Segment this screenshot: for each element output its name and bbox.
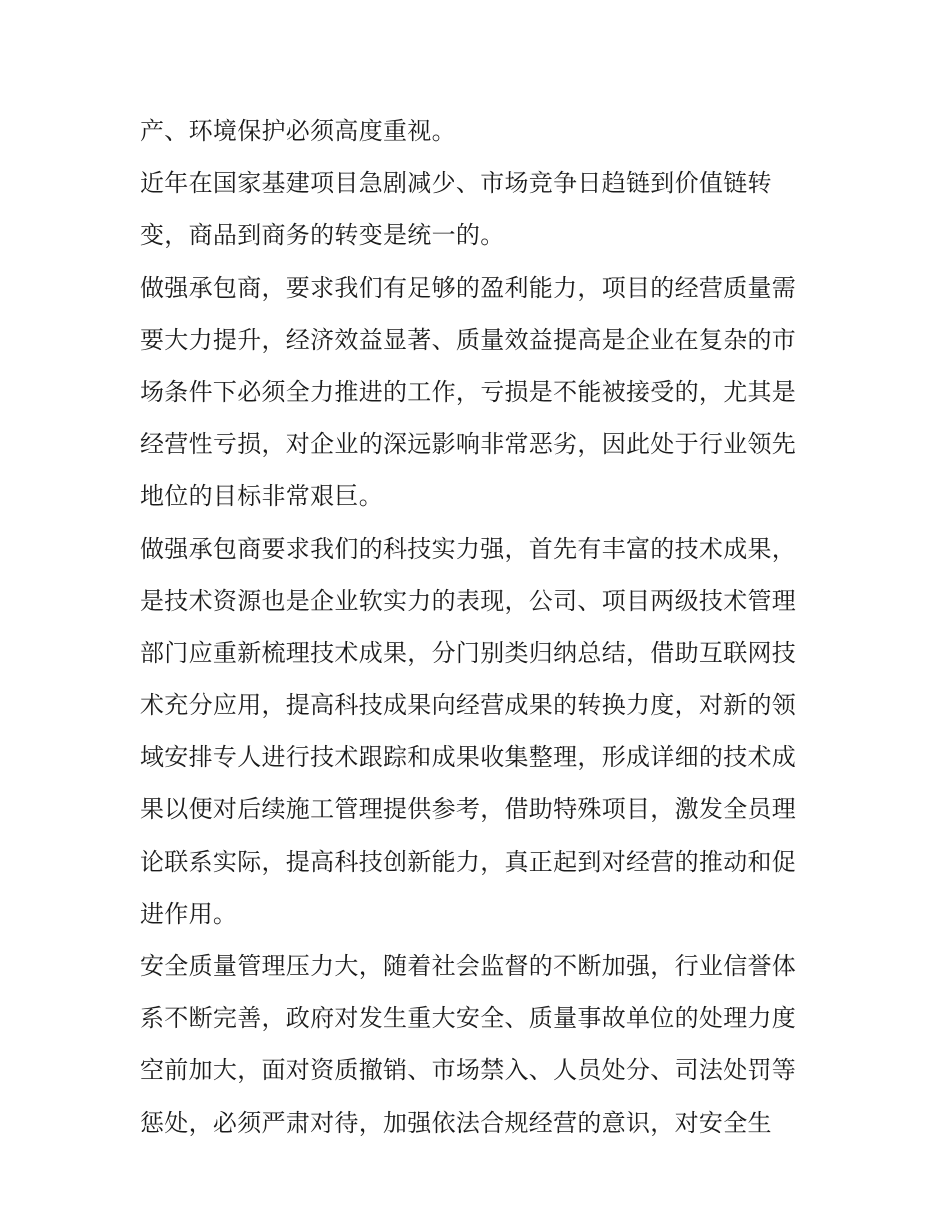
text-line: 近年在国家基建项目急剧减少、市场竞争日趋链到价值链转: [140, 169, 772, 198]
text-line: 场条件下必须全力推进的工作，亏损是不能被接受的，尤其是: [140, 377, 797, 406]
text-line: 做强承包商要求我们的科技实力强，首先有丰富的技术成果，: [140, 534, 797, 563]
text-line: 空前加大，面对资质撤销、市场禁入、人员处分、司法处罚等: [140, 1056, 797, 1085]
text-line: 地位的目标非常艰巨。: [140, 482, 383, 511]
text-line: 产、环境保护必须高度重视。: [140, 117, 456, 145]
text-line: 做强承包商，要求我们有足够的盈利能力，项目的经营质量需: [140, 273, 797, 302]
text-line: 经营性亏损，对企业的深远影响非常恶劣，因此处于行业领先: [140, 430, 797, 459]
text-line: 变，商品到商务的转变是统一的。: [140, 221, 505, 250]
text-line: 是技术资源也是企业软实力的表现，公司、项目两级技术管理: [140, 586, 797, 615]
text-line: 部门应重新梳理技术成果，分门别类归纳总结，借助互联网技: [140, 638, 797, 667]
text-line: 安全质量管理压力大，随着社会监督的不断加强，行业信誉体: [140, 952, 797, 980]
text-line: 要大力提升，经济效益显著、质量效益提高是企业在复杂的市: [140, 325, 797, 354]
text-line: 果以便对后续施工管理提供参考，借助特殊项目，激发全员理: [140, 795, 797, 824]
text-line: 术充分应用，提高科技成果向经营成果的转换力度，对新的领: [140, 691, 797, 720]
text-line: 论联系实际，提高科技创新能力，真正起到对经营的推动和促: [140, 847, 797, 876]
text-line: 惩处，必须严肃对待，加强依法合规经营的意识，对安全生: [140, 1108, 772, 1137]
text-line: 系不断完善，政府对发生重大安全、质量事故单位的处理力度: [140, 1004, 797, 1033]
text-line: 进作用。: [140, 899, 238, 928]
document-text-body: [140, 105, 820, 1149]
text-line: 域安排专人进行技术跟踪和成果收集整理，形成详细的技术成: [140, 743, 797, 772]
